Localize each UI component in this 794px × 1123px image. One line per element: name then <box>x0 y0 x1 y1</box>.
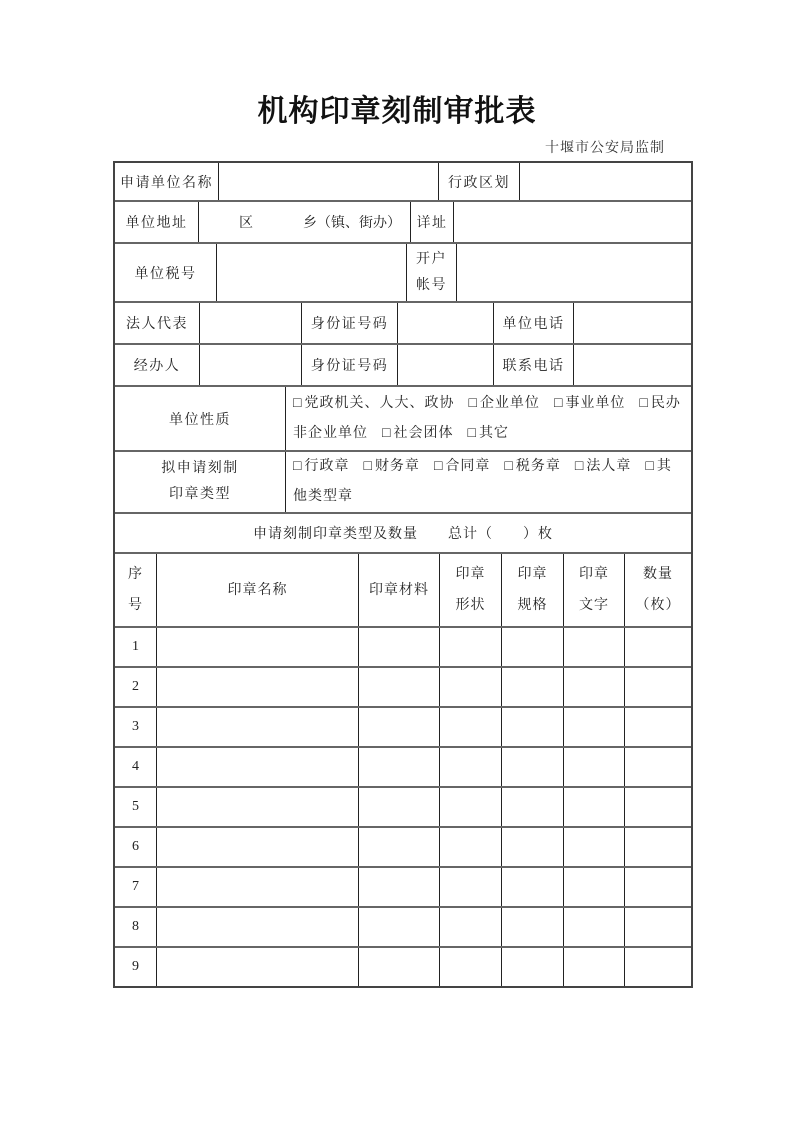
seal-row-cell[interactable] <box>502 828 564 866</box>
checkbox-icon: □ <box>645 459 655 474</box>
seal-row-cell[interactable] <box>502 748 564 786</box>
contact-phone-label: 联系电话 <box>494 345 574 385</box>
legal-rep-input[interactable] <box>200 303 302 343</box>
checkbox-option[interactable]: □ 民办非企业单位 <box>293 395 681 441</box>
tax-account-row <box>115 244 691 303</box>
seal-row-number: 2 <box>115 668 157 706</box>
seal-row-cell[interactable] <box>625 788 691 826</box>
seal-row-number: 8 <box>115 908 157 946</box>
legal-rep-row <box>115 303 691 345</box>
header-serial-number: 序 号 <box>115 554 157 626</box>
seal-row-cell[interactable] <box>157 948 359 986</box>
checkbox-option[interactable]: □ 财务章 <box>363 459 420 474</box>
admin-district-input[interactable] <box>520 163 691 200</box>
seal-row-cell[interactable] <box>157 788 359 826</box>
issuer-note: 十堰市公安局监制 <box>545 141 665 156</box>
unit-nature-checkbox-group <box>286 389 691 449</box>
handler-id-label: 身份证号码 <box>302 345 398 385</box>
seal-row-cell[interactable] <box>157 748 359 786</box>
seal-row-cell[interactable] <box>440 708 502 746</box>
header-seal-spec: 印章 规格 <box>502 554 564 626</box>
seal-row-cell[interactable] <box>440 628 502 666</box>
seal-row-cell[interactable] <box>502 668 564 706</box>
seal-table-header <box>115 554 691 628</box>
seal-row-cell[interactable] <box>564 828 625 866</box>
summary-row <box>115 514 691 554</box>
seal-row-number: 1 <box>115 628 157 666</box>
checkbox-option[interactable]: □ 其它 <box>467 425 509 441</box>
seal-row-cell[interactable] <box>359 948 440 986</box>
seal-row-cell[interactable] <box>564 908 625 946</box>
unit-phone-input[interactable] <box>574 303 691 343</box>
seal-table-row <box>115 828 691 868</box>
unit-name-label: 申请单位名称 <box>115 163 219 200</box>
checkbox-option[interactable]: □ 合同章 <box>433 459 491 474</box>
unit-nature-options <box>286 387 691 450</box>
seal-type-label-line1: 拟申请刻制 <box>161 461 239 476</box>
checkbox-option[interactable]: □ 社会团体 <box>382 425 454 441</box>
checkbox-option[interactable]: □ 税务章 <box>504 459 561 474</box>
contact-phone-input[interactable] <box>574 345 691 385</box>
unit-name-input[interactable] <box>219 163 439 200</box>
seal-table-row <box>115 788 691 828</box>
checkbox-icon: □ <box>468 395 478 411</box>
checkbox-option[interactable]: □ 事业单位 <box>553 395 626 411</box>
seal-row-cell[interactable] <box>359 908 440 946</box>
header-seal-name: 印章名称 <box>157 554 359 626</box>
seal-row-cell[interactable] <box>625 748 691 786</box>
seal-row-number: 5 <box>115 788 157 826</box>
approval-form <box>113 161 693 988</box>
seal-row-cell[interactable] <box>440 828 502 866</box>
unit-nature-row <box>115 387 691 452</box>
seal-row-number: 6 <box>115 828 157 866</box>
handler-id-input[interactable] <box>398 345 494 385</box>
legal-rep-id-label: 身份证号码 <box>302 303 398 343</box>
checkbox-option[interactable]: □ 行政章 <box>293 459 350 474</box>
seal-row-cell[interactable] <box>440 908 502 946</box>
seal-row-cell[interactable] <box>564 708 625 746</box>
bank-account-label <box>407 244 457 301</box>
seal-row-cell[interactable] <box>625 628 691 666</box>
tax-number-input[interactable] <box>217 244 407 301</box>
header-seal-material: 印章材料 <box>359 554 440 626</box>
header-quantity: 数量 （枚） <box>635 567 681 613</box>
checkbox-icon: □ <box>363 459 373 474</box>
seal-type-row <box>115 452 691 514</box>
unit-phone-label: 单位电话 <box>494 303 574 343</box>
unit-address-label: 单位地址 <box>115 202 199 242</box>
checkbox-option[interactable]: □ 企业单位 <box>468 395 540 411</box>
district-suffix-label: 区 <box>239 216 253 231</box>
seal-table-row <box>115 748 691 788</box>
seal-row-cell[interactable] <box>440 748 502 786</box>
seal-row-cell[interactable] <box>625 868 691 906</box>
seal-type-label-line2: 印章类型 <box>169 487 231 502</box>
seal-row-cell[interactable] <box>157 668 359 706</box>
bank-account-input[interactable] <box>457 244 691 301</box>
seal-row-cell[interactable] <box>440 668 502 706</box>
seal-row-cell[interactable] <box>157 868 359 906</box>
seal-row-cell[interactable] <box>157 708 359 746</box>
seal-table-row <box>115 908 691 948</box>
township-suffix-label: 乡（镇、街办） <box>303 216 401 231</box>
seal-row-cell[interactable] <box>502 628 564 666</box>
seal-row-number: 3 <box>115 708 157 746</box>
seal-type-label <box>115 452 286 512</box>
checkbox-icon: □ <box>433 459 444 474</box>
seal-row-cell[interactable] <box>564 748 625 786</box>
seal-table-row <box>115 668 691 708</box>
checkbox-icon: □ <box>639 395 649 411</box>
seal-row-cell[interactable] <box>359 668 440 706</box>
seal-table-body <box>115 628 691 986</box>
seal-row-number: 7 <box>115 868 157 906</box>
seal-row-cell[interactable] <box>502 788 564 826</box>
seal-table-row <box>115 628 691 668</box>
seal-row-cell[interactable] <box>564 788 625 826</box>
seal-row-cell[interactable] <box>502 868 564 906</box>
checkbox-option[interactable]: □ 其他类型章 <box>293 459 672 504</box>
bank-account-label-line1: 开户 <box>416 251 447 267</box>
checkbox-icon: □ <box>293 459 303 474</box>
seal-row-cell[interactable] <box>502 708 564 746</box>
page-title: 机构印章刻制审批表 <box>257 95 537 128</box>
checkbox-icon: □ <box>293 395 303 411</box>
seal-row-cell[interactable] <box>157 628 359 666</box>
seal-row-cell[interactable] <box>359 828 440 866</box>
seal-row-cell[interactable] <box>564 868 625 906</box>
unit-name-row <box>115 163 691 202</box>
seal-row-cell[interactable] <box>625 668 691 706</box>
handler-input[interactable] <box>200 345 302 385</box>
summary-total-text: 申请刻制印章类型及数量 总计（ ）枚 <box>253 527 553 542</box>
seal-row-cell[interactable] <box>359 628 440 666</box>
seal-row-cell[interactable] <box>564 668 625 706</box>
checkbox-icon: □ <box>553 395 564 411</box>
detail-address-label: 详址 <box>411 202 454 242</box>
seal-row-cell[interactable] <box>440 948 502 986</box>
seal-row-cell[interactable] <box>625 908 691 946</box>
tax-number-label: 单位税号 <box>115 244 217 301</box>
seal-row-cell[interactable] <box>564 628 625 666</box>
seal-row-cell[interactable] <box>359 868 440 906</box>
seal-row-cell[interactable] <box>157 908 359 946</box>
seal-table-row <box>115 868 691 908</box>
seal-row-cell[interactable] <box>564 948 625 986</box>
checkbox-icon: □ <box>382 425 392 441</box>
handler-row <box>115 345 691 387</box>
seal-row-cell[interactable] <box>502 948 564 986</box>
seal-row-cell[interactable] <box>440 868 502 906</box>
seal-row-cell[interactable] <box>157 828 359 866</box>
checkbox-option[interactable]: □ 法人章 <box>574 459 632 474</box>
seal-type-checkbox-group <box>286 452 691 512</box>
handler-label: 经办人 <box>115 345 200 385</box>
seal-row-cell[interactable] <box>502 908 564 946</box>
seal-row-cell[interactable] <box>625 948 691 986</box>
seal-row-number: 4 <box>115 748 157 786</box>
header-seal-shape: 印章 形状 <box>440 554 502 626</box>
legal-rep-id-input[interactable] <box>398 303 494 343</box>
address-district-input[interactable] <box>199 202 411 242</box>
checkbox-icon: □ <box>467 425 477 441</box>
legal-rep-label: 法人代表 <box>115 303 200 343</box>
unit-nature-label: 单位性质 <box>115 387 286 450</box>
seal-row-cell[interactable] <box>359 708 440 746</box>
seal-table-row <box>115 708 691 748</box>
seal-row-cell[interactable] <box>359 748 440 786</box>
bank-account-label-line2: 帐号 <box>416 277 447 293</box>
seal-table-row <box>115 948 691 986</box>
admin-district-label: 行政区划 <box>439 163 520 200</box>
seal-row-cell[interactable] <box>440 788 502 826</box>
header-seal-text: 印章 文字 <box>564 554 625 626</box>
checkbox-icon: □ <box>574 459 585 474</box>
seal-row-cell[interactable] <box>625 828 691 866</box>
seal-type-options <box>286 452 691 512</box>
seal-row-number: 9 <box>115 948 157 986</box>
seal-row-cell[interactable] <box>359 788 440 826</box>
detail-address-input[interactable] <box>454 202 691 242</box>
checkbox-option[interactable]: □ 党政机关、人大、政协 <box>293 395 455 411</box>
checkbox-icon: □ <box>504 459 514 474</box>
seal-row-cell[interactable] <box>625 708 691 746</box>
unit-address-row <box>115 202 691 244</box>
